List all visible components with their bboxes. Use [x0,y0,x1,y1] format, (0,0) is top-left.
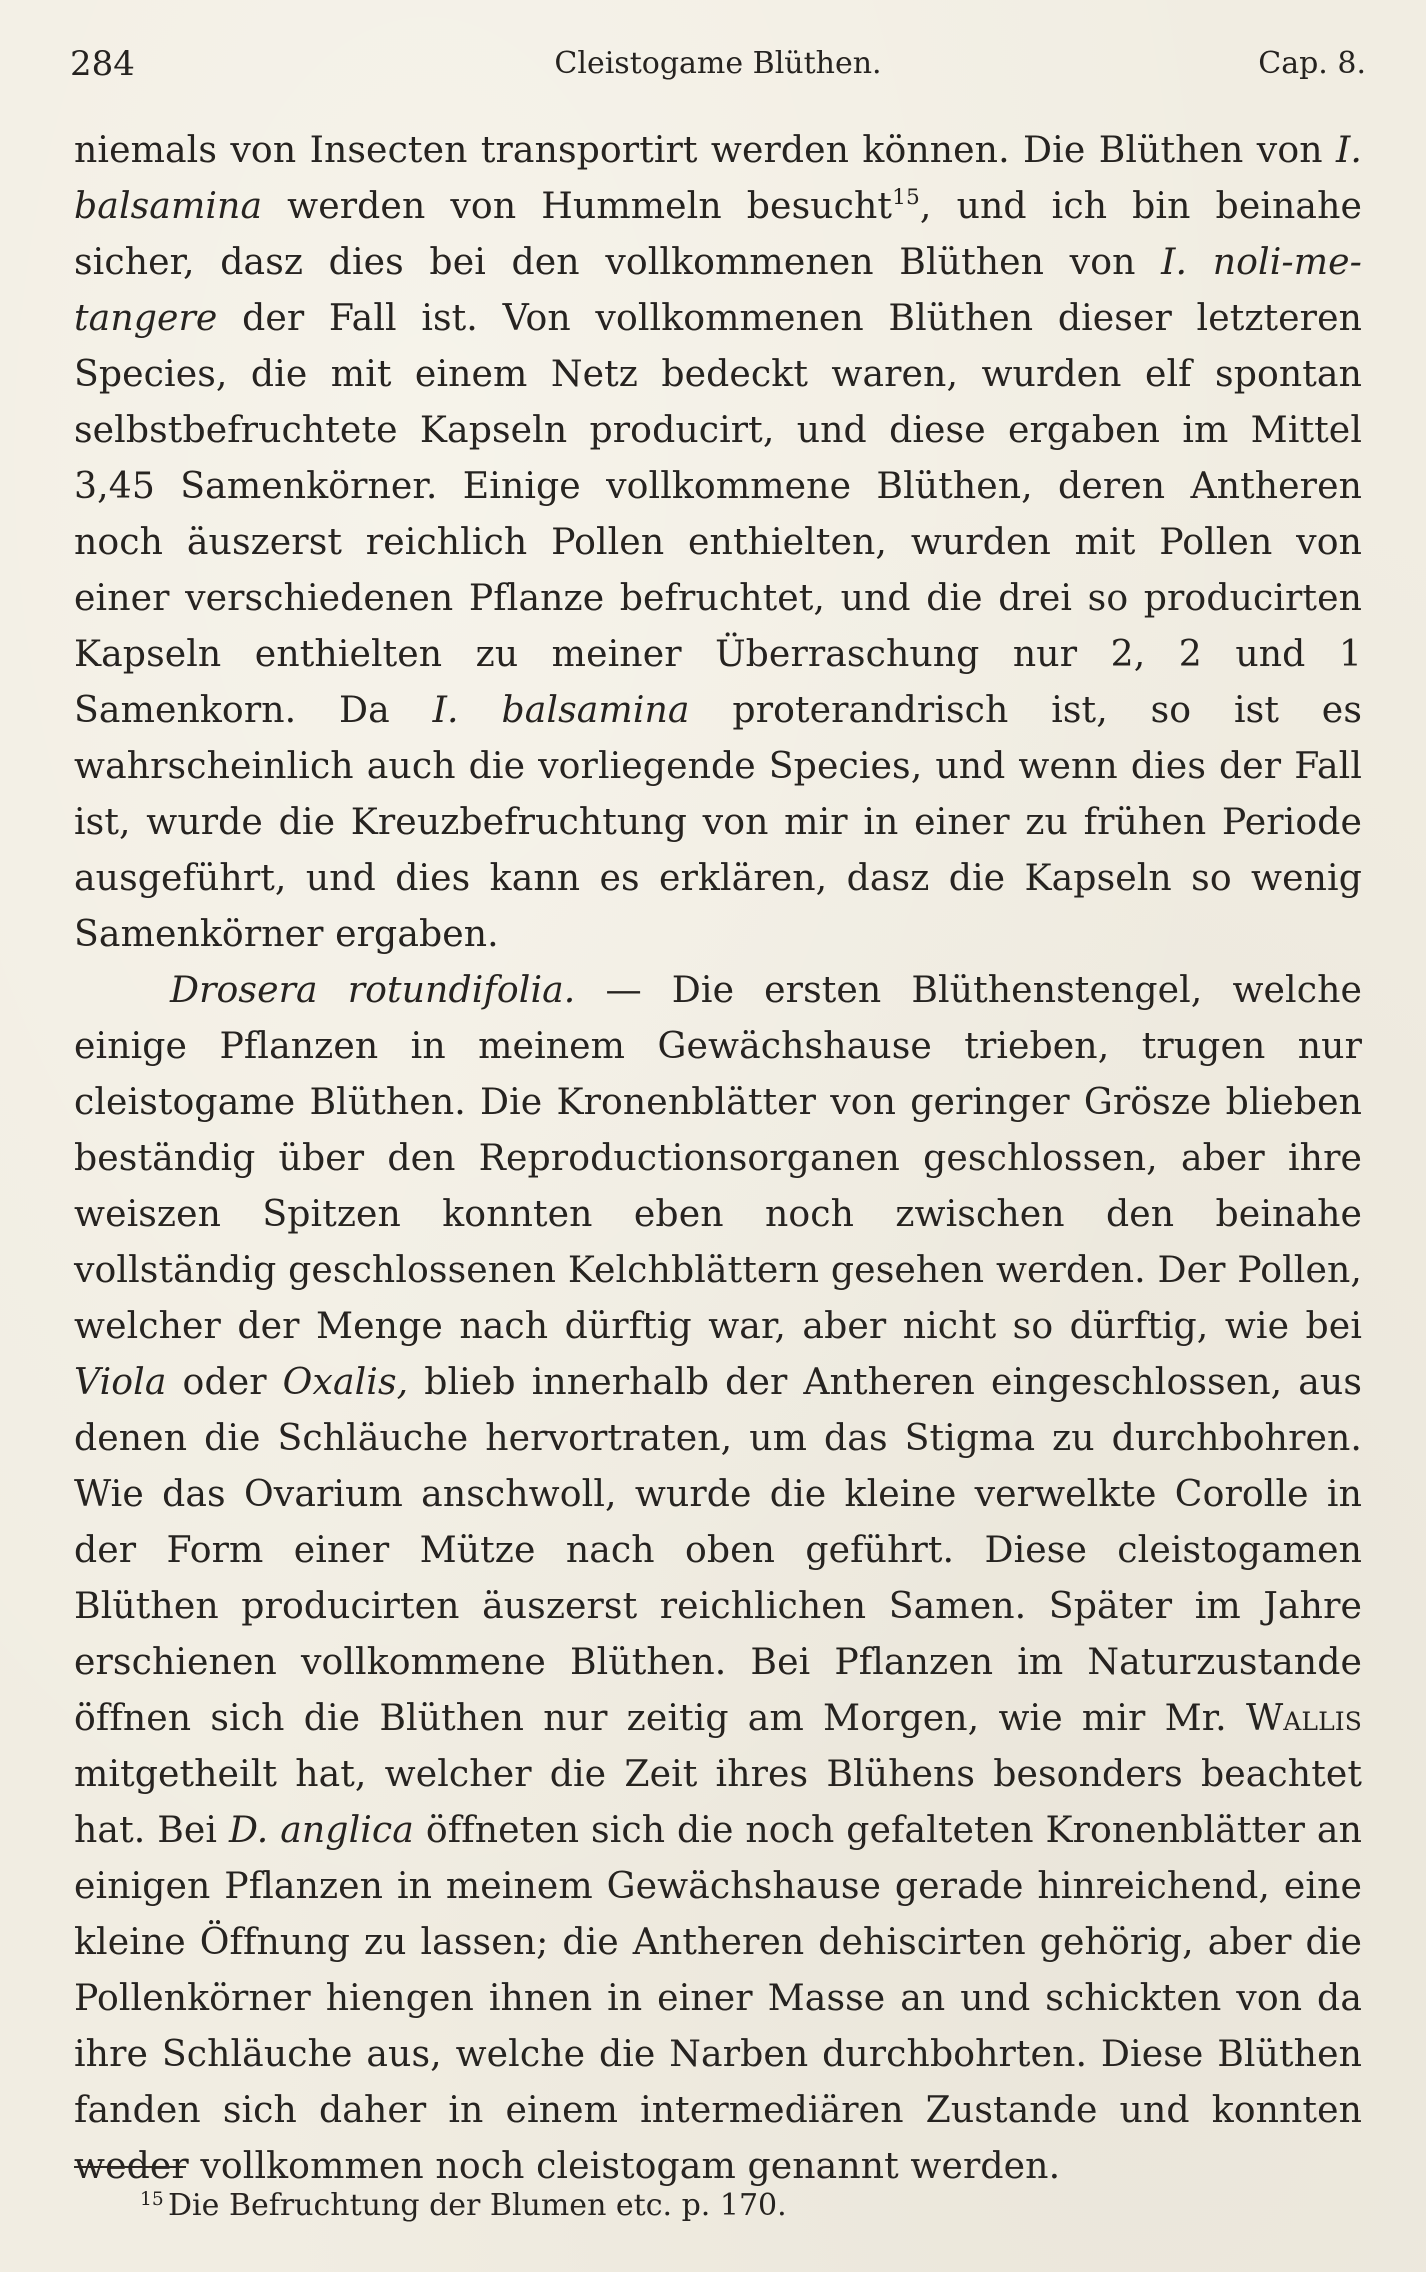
chapter-reference: Cap. 8. [1258,46,1366,81]
text-run: oder [166,1360,283,1403]
chapter-title: Cleistogame Blüthen. [554,46,882,81]
running-head [70,36,1366,92]
footnote-divider [74,2166,186,2168]
text-run: öffneten sich die noch gefalteten Kronenblätter an einigen Pflanzen in meinem Gewächshause gerade hinreichend, eine kleine Öffnung zu lassen; die Antheren dehiscirten gehörig, aber die Pollenkörner hiengen ihnen in einer Masse an und schickten von da ihre Schläuche aus, welche die Narben durchbohrten. Diese Blüthen fanden sich daher in einem intermediären Zustande und konnten weder vollkommen noch cleistogam genannt werden. [74,1808,1362,2187]
species-name: D. anglica [228,1808,414,1851]
person-name: Wallis [1245,1696,1362,1739]
text-run: — Die ersten Blüthenstengel, welche einige Pflanzen in meinem Gewächshause trieben, trugen nur cleistogame Blüthen. Die Kronenblätter von geringer Grösze blieben beständig über den Reproductionsorganen geschlossen, aber ihre weiszen Spitzen konnten eben noch zwischen den beinahe vollständig geschlossenen Kelchblättern gesehen werden. Der Pollen, welcher der Menge nach dürftig war, aber nicht so dürftig, wie bei [74,968,1363,1347]
paragraph-drosera [74,962,1362,2194]
main-text [74,122,1362,2194]
section-heading-species: Drosera rotundifolia. [170,968,576,1011]
footnote: 15 Die Befruchtung der Blumen etc. p. 170. [140,2188,787,2223]
text-run: niemals von Insecten transportirt werden können. Die Blüthen von [74,128,1336,171]
text-run: werden von Hummeln besucht [262,184,893,227]
text-run: der Fall ist. Von vollkommenen Blüthen dieser letzteren Species, die mit einem Netz bedeckt waren, wurden elf spontan selbstbefruchtete Kapseln producirt, und diese ergaben im Mittel 3,45 Samenkörner. Einige vollkommene Blüthen, deren Antheren noch äuszerst reichlich Pollen enthielten, wurden mit Pollen von einer verschiedenen Pflanze befruchtet, und die drei so producirten Kapseln enthielten zu meiner Überraschung nur 2, 2 und 1 Samenkorn. Da [74,296,1362,731]
text-run: proterandrisch ist, so ist es wahrscheinlich auch die vorliegende Species, und wenn dies der Fall ist, wurde die Kreuzbefruchtung von mir in einer zu frühen Periode ausgeführt, und dies kann es erklären, dasz die Kapseln so wenig Samenkörner ergaben. [74,688,1362,955]
species-name: I. balsamina [74,128,1362,227]
footnote-text: Die Befruchtung der Blumen etc. p. 170. [168,2188,787,2223]
species-name: I. balsamina [432,688,690,731]
text-run: mitgetheilt hat, welcher die Zeit ihres Blühens besonders beachtet hat. Bei [74,1752,1362,1851]
page-number: 284 [70,44,135,84]
footnote-reference[interactable]: 15 [892,184,920,210]
species-name: I. noli-me-tangere [74,240,1362,339]
paragraph-impatiens [74,122,1362,962]
text-run: , und ich bin beinahe sicher, dasz dies bei den vollkommenen Blüthen von [74,184,1363,283]
species-name: Viola [74,1360,167,1403]
species-name: Oxalis, [282,1360,409,1403]
text-run: blieb innerhalb der Antheren eingeschlossen, aus denen die Schläuche hervortraten, um das Stigma zu durchbohren. Wie das Ovarium anschwoll, wurde die kleine verwelkte Corolle in der Form einer Mütze nach oben geführt. Diese cleistogamen Blüthen producirten äuszerst reichlichen Samen. Später im Jahre erschienen vollkommene Blüthen. Bei Pflanzen im Naturzustande öffnen sich die Blüthen nur zeitig am Morgen, wie mir Mr. [74,1360,1362,1739]
